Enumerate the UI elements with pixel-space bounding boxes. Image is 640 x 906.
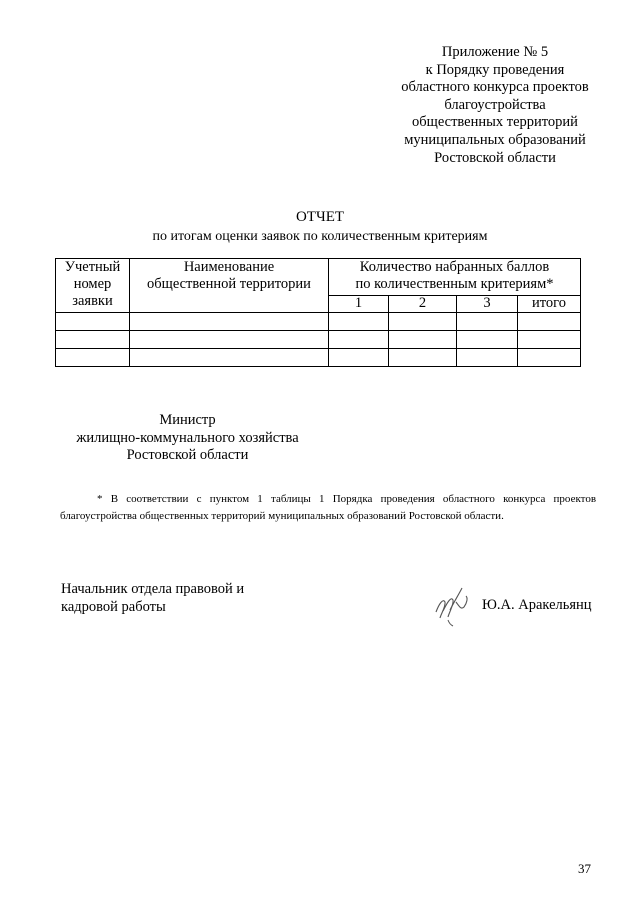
table-cell — [130, 313, 329, 331]
header-criterion-1: 1 — [329, 296, 389, 313]
table-row — [56, 349, 581, 367]
minister-line: жилищно-коммунального хозяйства — [76, 429, 299, 446]
footnote — [60, 491, 596, 525]
handwritten-signature — [428, 582, 474, 628]
appendix-line: муниципальных образований — [404, 131, 586, 148]
appendix-line: областного конкурса проектов — [401, 79, 589, 96]
appendix-line: Ростовской области — [434, 149, 556, 166]
table-cell — [457, 313, 518, 331]
signoff-line: Начальник отдела правовой и — [61, 581, 245, 597]
header-line: Учетный — [64, 259, 121, 275]
header-total: итого — [518, 296, 581, 313]
table-cell — [56, 349, 130, 367]
table-cell — [518, 349, 581, 367]
table-cell — [518, 331, 581, 349]
table-cell — [389, 331, 457, 349]
header-criterion-3: 3 — [457, 296, 518, 313]
header-territory-name — [130, 259, 329, 313]
report-title: ОТЧЕТ — [295, 209, 345, 225]
minister-line: Ростовской области — [126, 447, 249, 463]
table-cell — [389, 349, 457, 367]
appendix-line: благоустройства — [444, 96, 546, 113]
header-account-number — [56, 259, 130, 313]
signoff-position — [61, 580, 244, 616]
table-row — [56, 313, 581, 331]
report-table — [55, 258, 581, 367]
table-cell — [56, 313, 130, 331]
minister-line: Министр — [159, 412, 216, 428]
header-line: Наименование — [183, 259, 275, 275]
table-cell — [56, 331, 130, 349]
appendix-line: Приложение № 5 — [441, 44, 549, 60]
signoff-line: кадровой работы — [61, 599, 166, 615]
header-line: номер — [73, 276, 112, 292]
footnote-text: В соответствии с пунктом 1 таблицы 1 Порядка проведения областного конкурса проектов благоустройства общественных территорий муниципальных образований Ростовской области. — [60, 493, 597, 522]
footnote-mark: * — [97, 493, 103, 505]
header-line: заявки — [72, 293, 113, 309]
appendix-line: к Порядку проведения — [425, 61, 565, 78]
table-cell — [329, 313, 389, 331]
header-line: общественной территории — [147, 276, 311, 292]
appendix-block — [380, 44, 610, 167]
table-cell — [130, 331, 329, 349]
signer-name: Ю.А. Аракельянц — [482, 597, 592, 613]
header-criterion-2: 2 — [389, 296, 457, 313]
table-cell — [329, 349, 389, 367]
table-cell — [130, 349, 329, 367]
table-cell — [457, 349, 518, 367]
page-number: 37 — [578, 861, 591, 876]
appendix-line: общественных территорий — [412, 114, 578, 131]
minister-block — [55, 412, 320, 465]
table-cell — [329, 331, 389, 349]
report-subtitle: по итогам оценки заявок по количественным критериям — [152, 229, 488, 244]
header-score-group — [329, 259, 581, 296]
header-line: по количественным критериям* — [355, 276, 554, 292]
table-cell — [518, 313, 581, 331]
table-row — [56, 331, 581, 349]
table-cell — [389, 313, 457, 331]
table-cell — [457, 331, 518, 349]
header-line: Количество набранных баллов — [359, 259, 550, 275]
